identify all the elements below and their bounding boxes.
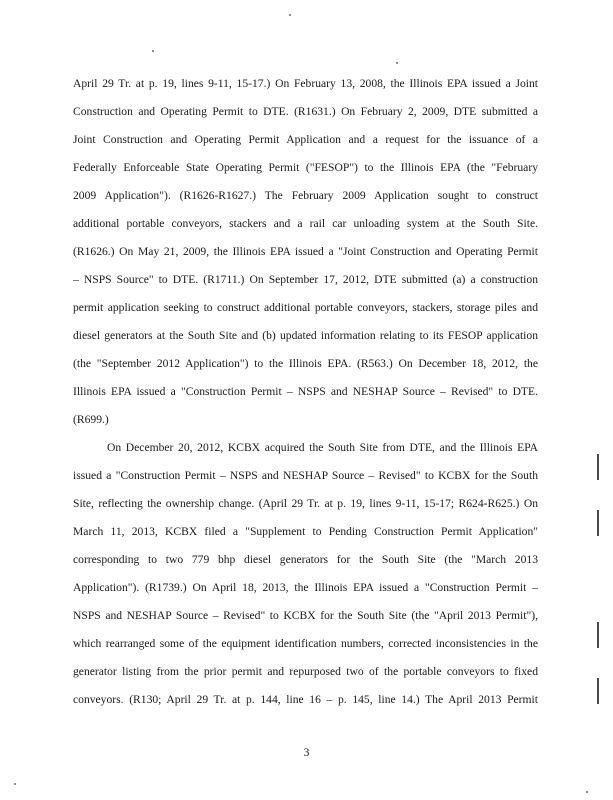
- text-line: additional portable conveyors, stackers and a rail car unloading system at the South Site.: [73, 217, 538, 230]
- scan-speck: [152, 50, 154, 52]
- text-line: corresponding to two 779 bhp diesel generators for the South Site (the "March 2013: [73, 553, 538, 566]
- text-line: Federally Enforceable State Operating Permit ("FESOP") to the Illinois EPA (the "February: [73, 161, 538, 174]
- text-line: (R699.): [73, 413, 109, 426]
- revision-bar: [597, 678, 599, 704]
- scan-speck: [396, 62, 398, 64]
- text-line: issued a "Construction Permit – NSPS and NESHAP Source – Revised" to KCBX for the South: [73, 469, 538, 482]
- scan-speck: [289, 14, 291, 16]
- text-line: diesel generators at the South Site and (b) updated information relating to its FESOP application: [73, 329, 538, 342]
- text-line: April 29 Tr. at p. 19, lines 9-11, 15-17.) On February 13, 2008, the Illinois EPA issued a Joint: [73, 77, 538, 90]
- text-line: Illinois EPA issued a "Construction Permit – NSPS and NESHAP Source – Revised" to DTE.: [73, 385, 538, 398]
- text-line: conveyors. (R130; April 29 Tr. at p. 144, line 16 – p. 145, line 14.) The April 2013 Permit: [73, 693, 538, 706]
- text-line: generator listing from the prior permit and repurposed two of the portable conveyors to fixed: [73, 665, 538, 678]
- text-line: – NSPS Source" to DTE. (R1711.) On September 17, 2012, DTE submitted (a) a construction: [73, 273, 538, 286]
- text-line: NSPS and NESHAP Source – Revised" to KCBX for the South Site (the "April 2013 Permit"),: [73, 609, 538, 622]
- scan-speck: [14, 783, 16, 785]
- revision-bar: [597, 622, 599, 648]
- text-line: March 11, 2013, KCBX filed a "Supplement to Pending Construction Permit Application": [73, 525, 538, 538]
- text-line: Application"). (R1739.) On April 18, 2013, the Illinois EPA issued a "Construction Permit –: [73, 581, 538, 594]
- text-line: On December 20, 2012, KCBX acquired the South Site from DTE, and the Illinois EPA: [107, 441, 538, 454]
- text-line: Site, reflecting the ownership change. (April 29 Tr. at p. 19, lines 9-11, 15-17; R624-R625.) On: [73, 497, 538, 510]
- revision-bar: [597, 510, 599, 536]
- revision-bar: [597, 454, 599, 480]
- text-line: Joint Construction and Operating Permit Application and a request for the issuance of a: [73, 133, 538, 146]
- text-line: 2009 Application"). (R1626-R1627.) The February 2009 Application sought to construct: [73, 189, 538, 202]
- scan-speck: [586, 791, 588, 793]
- text-line: which rearranged some of the equipment identification numbers, corrected inconsistencies in the: [73, 637, 538, 650]
- text-line: permit application seeking to construct additional portable conveyors, stackers, storage piles and: [73, 301, 538, 314]
- page-number: 3: [303, 746, 310, 759]
- text-line: Construction and Operating Permit to DTE. (R1631.) On February 2, 2009, DTE submitted a: [73, 105, 538, 118]
- text-line: (the "September 2012 Application") to the Illinois EPA. (R563.) On December 18, 2012, the: [73, 357, 538, 370]
- text-line: (R1626.) On May 21, 2009, the Illinois EPA issued a "Joint Construction and Operating Permit: [73, 245, 538, 258]
